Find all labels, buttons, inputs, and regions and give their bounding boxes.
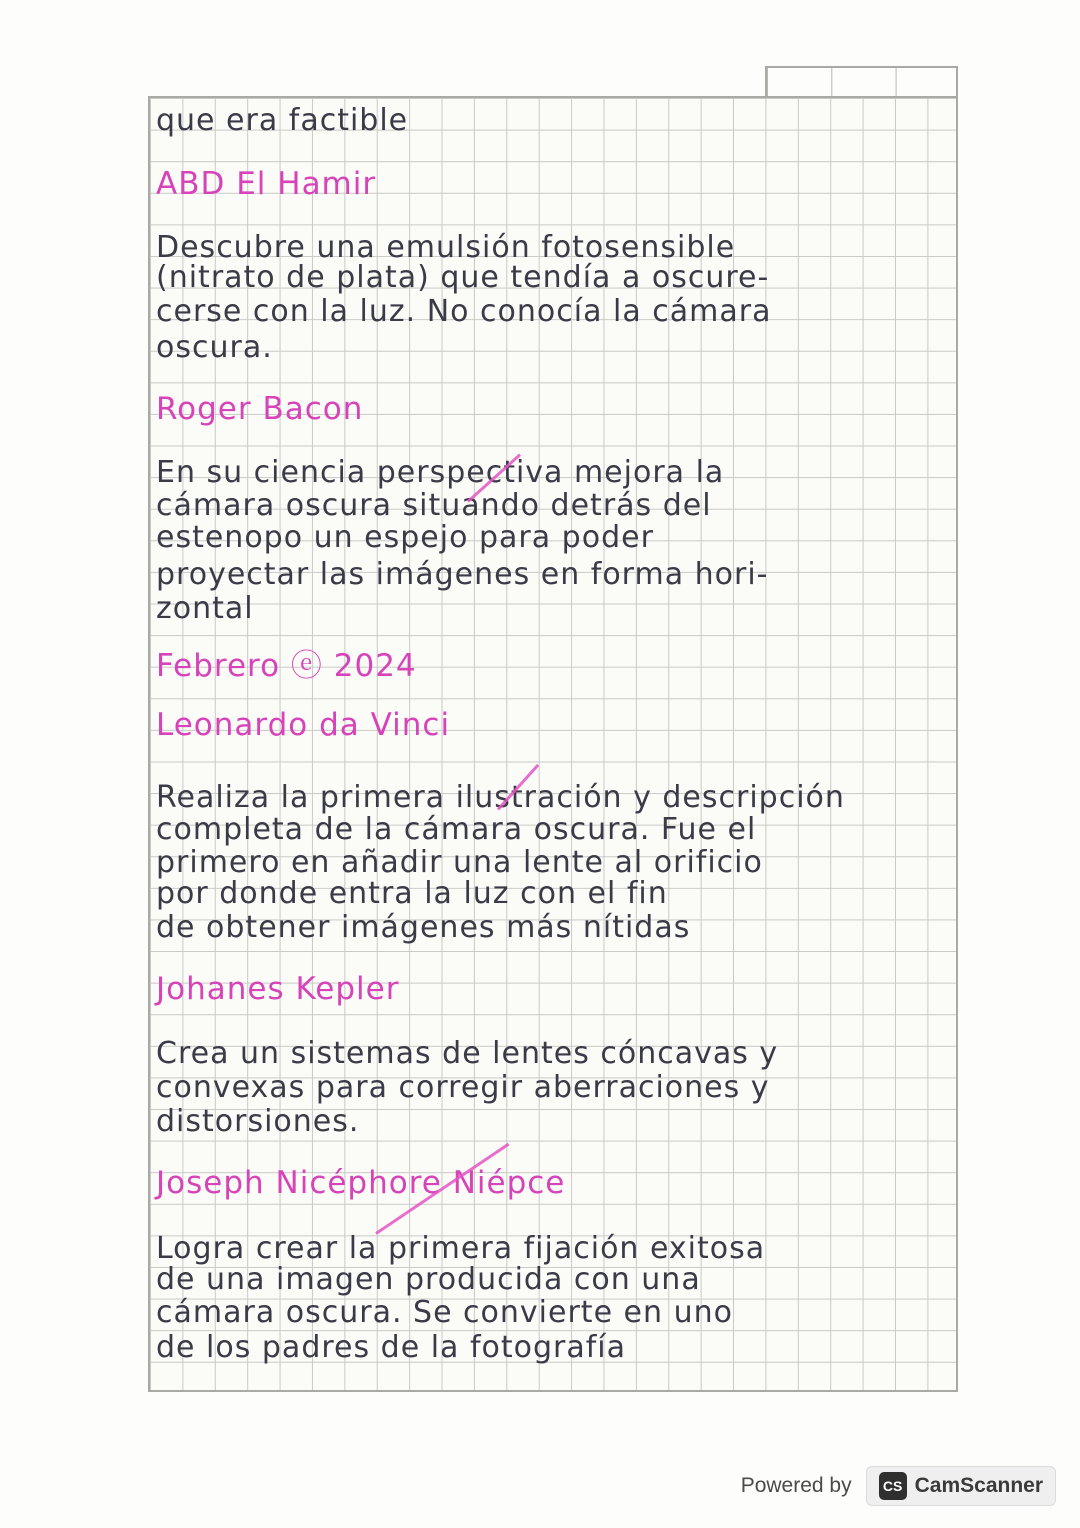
text-line: Logra crear la primera fijación exitosa [156,1231,766,1266]
heading-line: Leonardo da Vinci [156,707,451,743]
camscanner-brand: CamScanner [914,1474,1043,1497]
text-line: proyectar las imágenes en forma hori- [156,557,769,592]
scanner-watermark [741,1466,1056,1506]
powered-by-text: Powered by [740,1474,852,1497]
text-line: completa de la cámara oscura. Fue el [156,812,757,847]
text-line: (nitrato de plata) que tendía a oscure- [156,260,770,295]
text-line: de los padres de la fotografía [156,1330,627,1365]
text-line: cámara oscura situando detrás del [156,488,712,523]
notebook-margin-tab [765,66,958,98]
camscanner-logo-icon: CS [879,1472,907,1500]
text-line: de una imagen producida con una [156,1262,701,1297]
text-line: zontal [156,591,254,626]
text-line: distorsiones. [156,1104,360,1139]
text-line: que era factible [156,103,409,138]
text-line: Crea un sistemas de lentes cóncavas y [156,1036,779,1071]
text-line: cámara oscura. Se convierte en uno [156,1295,733,1330]
text-line: Realiza la primera ilustración y descripción [156,780,845,815]
text-line: En su ciencia perspectiva mejora la [156,455,725,490]
text-line: por donde entra la luz con el fin [156,876,668,911]
text-line: primero en añadir una lente al orificio [156,845,763,880]
text-line: Descubre una emulsión fotosensible [156,230,736,265]
text-line: convexas para corregir aberraciones y [156,1070,770,1105]
text-line: de obtener imágenes más nítidas [156,910,691,945]
heading-line: Johanes Kepler [156,971,400,1007]
text-line: cerse con la luz. No conocía la cámara [156,294,772,329]
heading-line: Febrero ⓔ 2024 [156,648,417,684]
text-line: oscura. [156,330,273,365]
heading-line: Roger Bacon [156,391,364,427]
camscanner-badge [866,1466,1056,1506]
heading-line: Joseph Nicéphore Niépce [156,1165,566,1201]
heading-line: ABD El Hamir [156,166,377,202]
text-line: estenopo un espejo para poder [156,520,654,555]
